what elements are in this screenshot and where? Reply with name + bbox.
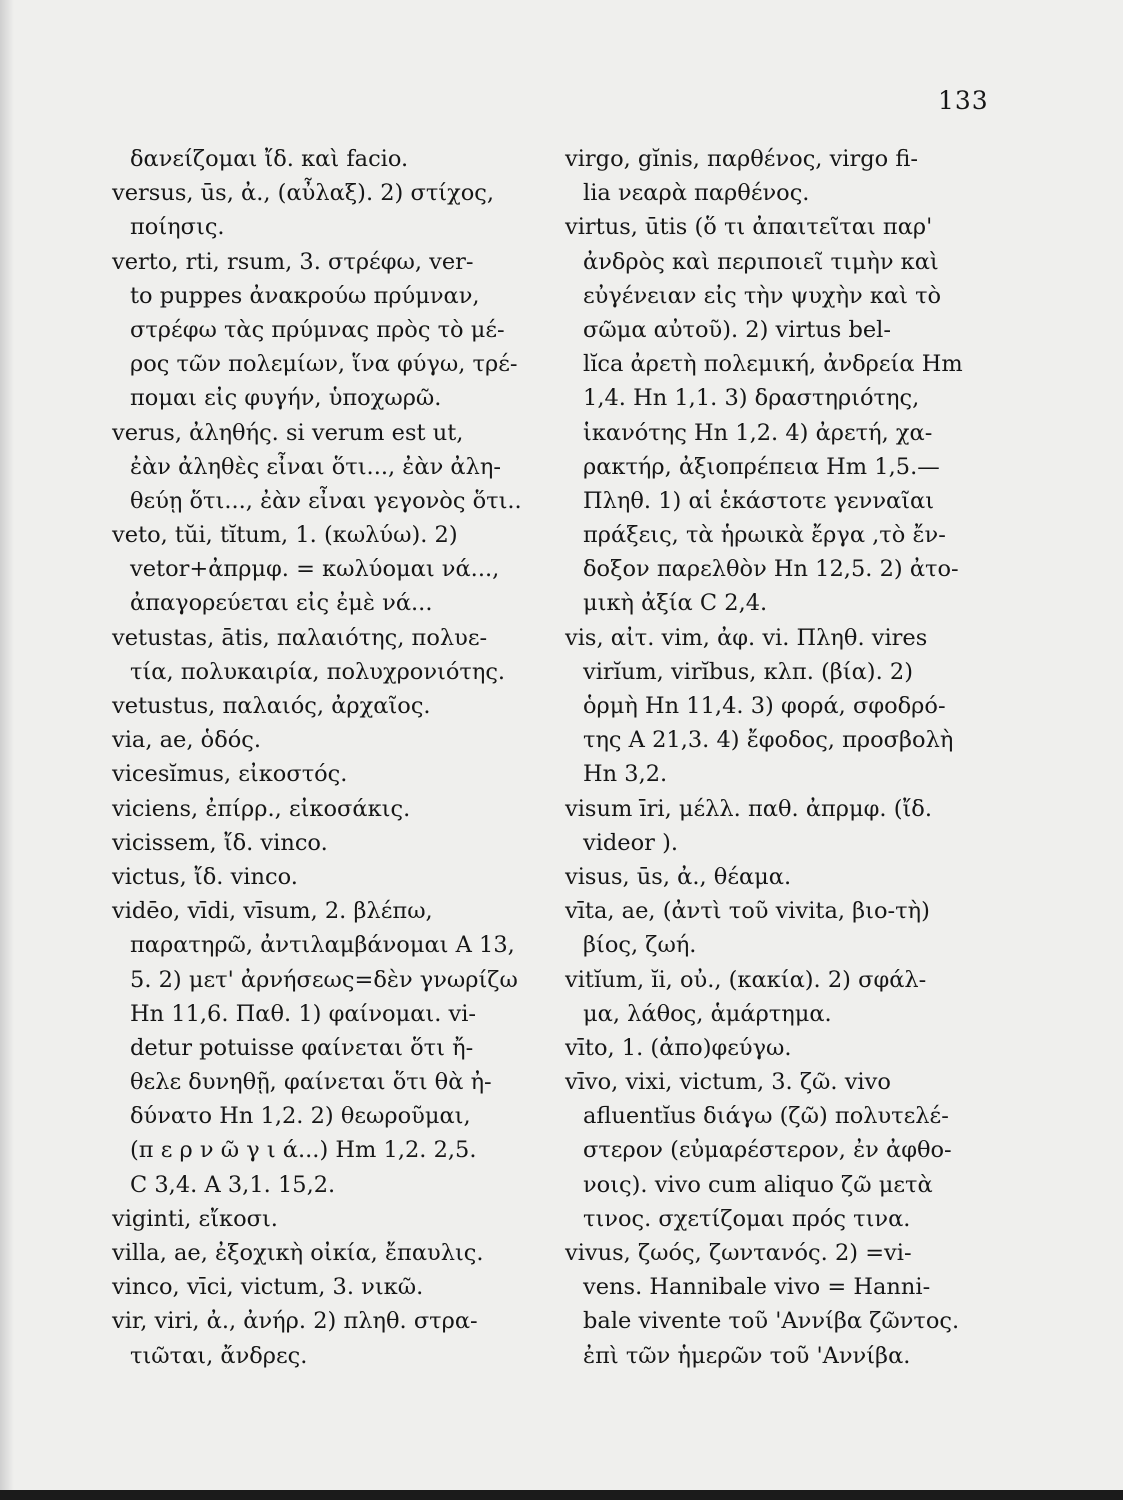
bottom-scan-border: [0, 1490, 1123, 1500]
entry-continuation-line: 1,4. Hn 1,1. 3) δραστηριότης,: [583, 385, 920, 412]
entry-headword-line: villa, ae, ἐξοχικὴ οἰκία, ἔπαυλις.: [112, 1240, 484, 1266]
entry-continuation-line: δανείζομαι ἴδ. καὶ facio.: [130, 146, 409, 172]
entry-continuation-line: τία, πολυκαιρία, πολυχρονιότης.: [130, 658, 506, 685]
entry-continuation-line: (π ε ρ ν ῶ γ ι ά...) Hm 1,2. 2,5.: [130, 1137, 477, 1164]
entry-headword-line: veto, tŭi, tĭtum, 1. (κωλύω). 2): [112, 522, 458, 549]
entry-headword-line: vīvo, vixi, victum, 3. ζῶ. vivo: [565, 1069, 891, 1096]
entry-headword-line: vīto, 1. (ἀπο)φεύγω.: [565, 1034, 792, 1061]
entry-continuation-line: δοξον παρελθὸν Hn 12,5. 2) ἀτο-: [583, 556, 959, 583]
page-left-edge-shadow: [0, 0, 14, 1500]
entry-headword-line: verus, ἀληθής. si verum est ut,: [112, 419, 464, 446]
entry-headword-line: virtus, ūtis (ὅ τι ἀπαιτεῖται παρ': [565, 214, 933, 241]
entry-continuation-line: detur potuisse φαίνεται ὅτι ἤ-: [130, 1034, 474, 1061]
entry-continuation-line: lĭca ἀρετὴ πολεμική, ἀνδρεία Hm: [583, 351, 963, 378]
entry-continuation-line: ρος τῶν πολεμίων, ἵνα φύγω, τρέ-: [130, 351, 518, 378]
entry-continuation-line: videor ).: [583, 829, 679, 856]
entry-headword-line: versus, ūs, ἀ., (αὖλαξ). 2) στίχος,: [112, 180, 495, 207]
entry-continuation-line: μα, λάθος, ἁμάρτημα.: [583, 1000, 832, 1027]
entry-continuation-line: to puppes ἀνακρούω πρύμναν,: [130, 282, 480, 309]
right-column: [565, 142, 995, 1373]
entry-continuation-line: στρέφω τὰς πρύμνας πρὸς τὸ μέ-: [130, 316, 505, 343]
entry-headword-line: visum īri, μέλλ. παθ. ἀπρμφ. (ἴδ.: [565, 795, 933, 822]
entry-continuation-line: ποίησις.: [130, 214, 225, 241]
entry-headword-line: vivus, ζωός, ζωντανός. 2) =vi-: [565, 1240, 912, 1266]
entry-headword-line: viginti, εἴκοσι.: [112, 1205, 278, 1232]
entry-headword-line: vetustus, παλαιός, ἀρχαῖος.: [112, 693, 431, 719]
entry-headword-line: vetustas, ātis, παλαιότης, πολυε-: [112, 624, 488, 651]
page-number: 133: [938, 86, 989, 115]
entry-continuation-line: ἐὰν ἀληθὲς εἶναι ὅτι..., ἐὰν ἀλη-: [130, 453, 501, 480]
entry-headword-line: vicesĭmus, εἰκοστός.: [112, 761, 348, 788]
entry-continuation-line: ἐπὶ τῶν ἡμερῶν τοῦ 'Αννίβα.: [583, 1342, 911, 1369]
entry-continuation-line: τιῶται, ἄνδρες.: [130, 1342, 308, 1369]
entry-continuation-line: θεύῃ ὅτι..., ἐὰν εἶναι γεγονὸς ὅτι..: [130, 487, 522, 514]
entry-continuation-line: νοις). vivo cum aliquo ζῶ μετὰ: [583, 1171, 933, 1198]
entry-headword-line: viciens, ἐπίρρ., εἰκοσάκις.: [112, 795, 411, 822]
entry-headword-line: verto, rti, rsum, 3. στρέφω, ver-: [112, 248, 474, 275]
entry-continuation-line: της Α 21,3. 4) ἔφοδος, προσβολὴ: [583, 727, 954, 754]
entry-headword-line: virgo, gĭnis, παρθένος, virgo fi-: [565, 146, 918, 172]
entry-continuation-line: Πληθ. 1) αἱ ἑκάστοτε γενναῖαι: [583, 487, 935, 514]
left-column: [112, 142, 552, 1373]
entry-headword-line: visus, ūs, ἀ., θέαμα.: [565, 863, 792, 890]
entry-continuation-line: δύνατο Hn 1,2. 2) θεωροῦμαι,: [130, 1103, 471, 1130]
entry-continuation-line: εὐγένειαν εἰς τὴν ψυχὴν καὶ τὸ: [583, 282, 942, 309]
entry-continuation-line: ἀνδρὸς καὶ περιποιεῖ τιμὴν καὶ: [583, 248, 939, 275]
entry-continuation-line: Hn 3,2.: [583, 761, 668, 788]
entry-headword-line: via, ae, ὁδός.: [112, 727, 262, 754]
entry-continuation-line: ὁρμὴ Hn 11,4. 3) φορά, σφοδρό-: [583, 693, 946, 719]
entry-continuation-line: afluentĭus διάγω (ζῶ) πολυτελέ-: [583, 1103, 949, 1130]
entry-continuation-line: bale vivente τοῦ 'Αννίβα ζῶντος.: [583, 1308, 960, 1335]
entry-continuation-line: παρατηρῶ, ἀντιλαμβάνομαι Α 13,: [130, 932, 515, 959]
entry-continuation-line: τινος. σχετίζομαι πρός τινα.: [583, 1205, 911, 1232]
entry-continuation-line: 5. 2) μετ' ἀρνήσεως=δὲν γνωρίζω: [130, 966, 518, 993]
entry-continuation-line: στερον (εὐμαρέστερον, ἐν ἀφθο-: [583, 1137, 952, 1164]
entry-headword-line: vitĭum, ĭi, οὐ., (κακία). 2) σφάλ-: [565, 966, 927, 993]
entry-continuation-line: σῶμα αὐτοῦ). 2) virtus bel-: [583, 316, 891, 343]
entry-headword-line: vinco, vīci, victum, 3. νικῶ.: [112, 1274, 424, 1301]
entry-headword-line: victus, ἴδ. vinco.: [112, 863, 298, 890]
entry-headword-line: vicissem, ἴδ. vinco.: [112, 829, 328, 856]
entry-continuation-line: virĭum, virĭbus, κλπ. (βία). 2): [583, 658, 913, 685]
entry-continuation-line: ἱκανότης Hn 1,2. 4) ἀρετή, χα-: [583, 419, 933, 446]
entry-headword-line: vidēo, vīdi, vīsum, 2. βλέπω,: [112, 898, 433, 925]
entry-continuation-line: Hn 11,6. Παθ. 1) φαίνομαι. vi-: [130, 1000, 477, 1027]
entry-continuation-line: ἀπαγορεύεται εἰς ἐμὲ νά...: [130, 590, 433, 617]
entry-continuation-line: ρακτήρ, ἀξιοπρέπεια Hm 1,5.—: [583, 453, 940, 480]
entry-headword-line: vir, viri, ἀ., ἀνήρ. 2) πληθ. στρα-: [112, 1308, 478, 1335]
entry-continuation-line: vetor+ἀπρμφ. = κωλύομαι νά...,: [130, 556, 500, 583]
entry-continuation-line: βίος, ζωή.: [583, 932, 697, 959]
entry-continuation-line: θελε δυνηθῇ, φαίνεται ὅτι θὰ ἠ-: [130, 1069, 492, 1096]
entry-continuation-line: C 3,4. A 3,1. 15,2.: [130, 1171, 336, 1198]
entry-continuation-line: lia νεαρὰ παρθένος.: [583, 180, 810, 207]
entry-continuation-line: πομαι εἰς φυγήν, ὑποχωρῶ.: [130, 385, 442, 412]
entry-continuation-line: μικὴ ἀξία C 2,4.: [583, 590, 768, 617]
entry-headword-line: vīta, ae, (ἀντὶ τοῦ vivita, βιο-τὴ): [565, 898, 930, 925]
entry-continuation-line: πράξεις, τὰ ἡρωικὰ ἔργα ,τὸ ἔν-: [583, 522, 946, 549]
entry-headword-line: vis, αἰτ. vim, ἀφ. vi. Πληθ. vires: [565, 624, 928, 651]
entry-continuation-line: vens. Hannibale vivo = Hanni-: [583, 1274, 931, 1301]
